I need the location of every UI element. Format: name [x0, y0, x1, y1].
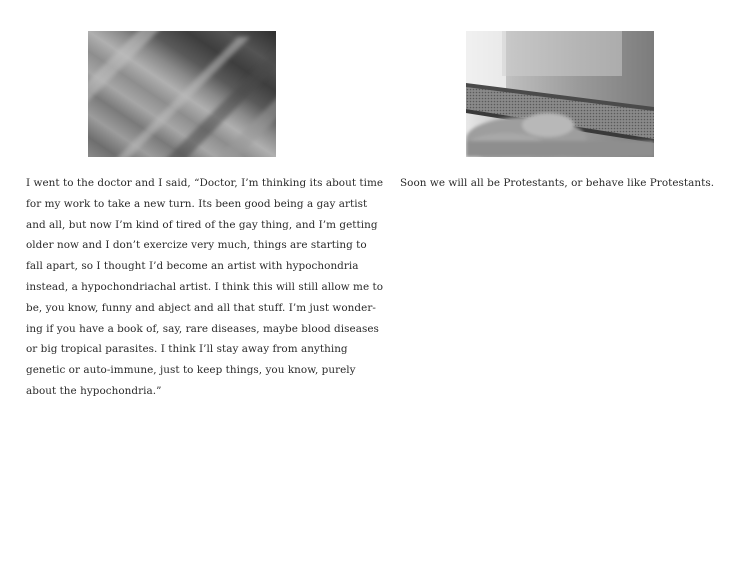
paragraph-line: I went to the doctor and I said, “Doctor, I’m thinking its about time — [26, 177, 384, 189]
blurred-diagonal-stripes-photo — [88, 31, 276, 157]
hand-photo-graphic — [466, 31, 654, 157]
right-paragraph — [400, 173, 720, 194]
paragraph-line: and all, but now I’m kind of tired of the gay thing, and I’m getting — [26, 218, 378, 231]
paragraph-line: instead, a hypochondriachal artist. I think this will still allow me to — [26, 280, 384, 293]
paragraph-line: ing if you have a book of, say, rare diseases, maybe blood diseases — [26, 322, 379, 335]
paragraph-line: older now and I don’t exercize very much, things are starting to — [26, 239, 367, 252]
left-paragraph — [26, 173, 384, 402]
paragraph-line: fall apart, so I thought I’d become an artist with hypochondria — [26, 260, 359, 273]
paragraph-line: or big tropical parasites. I think I’ll stay away from anything — [26, 343, 348, 356]
paragraph-line: Soon we will all be Protestants, or behave like Protestants. — [400, 177, 715, 189]
paragraph-line: be, you know, funny and abject and all that stuff. I’m just wonder- — [26, 301, 376, 314]
paragraph-line: genetic or auto-immune, just to keep things, you know, purely — [26, 364, 356, 377]
paragraph-line: for my work to take a new turn. Its been good being a gay artist — [26, 197, 368, 210]
paragraph-line: about the hypochondria.” — [26, 384, 162, 397]
hand-holding-textured-strip-photo — [466, 31, 654, 157]
blurred-photo-graphic — [88, 31, 276, 157]
